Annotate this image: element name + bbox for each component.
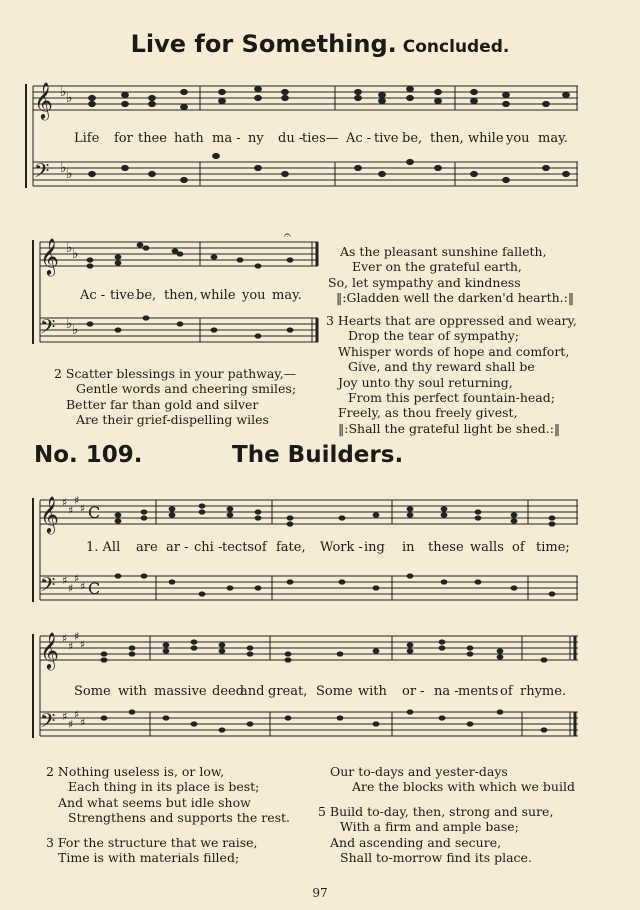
svg-text:𝄞: 𝄞 — [40, 237, 59, 275]
svg-text:♭: ♭ — [66, 90, 73, 106]
lyric-syllable: time; — [536, 540, 570, 555]
verse-line: From this perfect fountain-head; — [348, 390, 555, 406]
lyric-syllable: tive — [374, 131, 399, 146]
lyric-syllable: with — [118, 684, 147, 699]
verse-line: As the pleasant sunshine falleth, — [340, 244, 547, 259]
lyric-syllable: you — [242, 288, 266, 303]
lyric-syllable: for — [114, 131, 133, 146]
lyric-syllable: may. — [272, 288, 302, 303]
verse-2 — [54, 366, 296, 428]
verse-line: Are the blocks with which we build — [352, 779, 575, 795]
lyric-syllable: be, — [136, 288, 157, 303]
lyric-syllable: be, — [402, 131, 423, 146]
svg-text:𝄞: 𝄞 — [40, 631, 59, 669]
lyric-syllable: and — [240, 684, 265, 699]
verse-line: 3 Hearts that are oppressed and weary, — [326, 313, 577, 328]
lyric-syllable: these — [428, 540, 464, 555]
svg-text:♯: ♯ — [80, 716, 86, 729]
svg-text:♭: ♭ — [66, 240, 73, 256]
svg-text:𝄐: 𝄐 — [284, 228, 291, 242]
lyric-syllable: then, — [164, 288, 198, 303]
svg-text:𝄞: 𝄞 — [40, 495, 59, 533]
lyric-syllable: while — [200, 288, 236, 303]
verse-line: So, let sympathy and kindness — [328, 274, 521, 290]
hymn-title-text: Live for Something. — [130, 30, 397, 58]
lyric-syllable: ma - — [212, 131, 241, 146]
svg-text:♯: ♯ — [68, 640, 74, 653]
verse-line: Drop the tear of sympathy; — [348, 328, 520, 344]
svg-text:𝄢: 𝄢 — [40, 315, 56, 343]
svg-text:C: C — [88, 503, 101, 522]
hymn-subtitle: Concluded. — [402, 37, 510, 57]
svg-text:♯: ♯ — [74, 708, 80, 721]
svg-text:♯: ♯ — [74, 494, 80, 507]
hymn-number: No. 109. — [34, 442, 143, 468]
lyric-syllable: Some — [74, 684, 111, 699]
svg-text:♯: ♯ — [74, 572, 80, 585]
svg-text:𝄢: 𝄢 — [34, 159, 50, 187]
verse-line: And ascending and secure, — [330, 834, 502, 850]
verse-line: 2 Scatter blessings in your pathway,— — [54, 366, 297, 381]
lyric-syllable: great, — [268, 684, 308, 699]
lyric-syllable: of — [254, 540, 267, 555]
lyric-syllable: deed — [212, 684, 245, 699]
lyric-syllable: na - — [434, 684, 459, 699]
svg-text:♭: ♭ — [72, 246, 79, 262]
lyric-syllable: massive — [154, 684, 207, 699]
verse-line: Whisper words of hope and comfort, — [338, 343, 570, 359]
lyric-syllable: with — [358, 684, 387, 699]
hymn-title — [0, 30, 640, 58]
lyric-syllable: ny — [248, 131, 264, 146]
svg-text:♯: ♯ — [62, 632, 68, 645]
lyric-syllable: Work - — [320, 540, 363, 555]
lyric-syllable: ments — [458, 684, 499, 699]
verse-line: And what seems but idle show — [58, 794, 251, 810]
lyric-syllable: walls — [470, 540, 504, 555]
lyric-syllable: hath — [174, 131, 204, 146]
svg-text:♯: ♯ — [68, 582, 74, 595]
lyric-syllable: thee — [138, 131, 167, 146]
verse-line: Shall to-morrow find its place. — [340, 850, 532, 866]
svg-text:♯: ♯ — [80, 502, 86, 515]
page-number: 97 — [312, 886, 328, 900]
svg-text:♭: ♭ — [60, 84, 67, 100]
verse-1-ending — [328, 244, 575, 306]
builders-verse-4 — [330, 764, 575, 795]
svg-text:𝄞: 𝄞 — [34, 81, 53, 119]
verse-line: Each thing in its place is best; — [68, 779, 260, 795]
verse-line: 5 Build to-day, then, strong and sure, — [318, 804, 554, 819]
svg-text:♯: ♯ — [68, 504, 74, 517]
svg-text:♭: ♭ — [60, 160, 67, 176]
lyric-syllable: Life — [74, 131, 100, 146]
svg-text:♭: ♭ — [66, 316, 73, 332]
builders-verse-2 — [46, 764, 290, 826]
svg-text:♯: ♯ — [74, 630, 80, 643]
lyric-syllable: Some — [316, 684, 353, 699]
verse-line: Gentle words and cheering smiles; — [76, 381, 297, 397]
lyric-syllable: of — [512, 540, 525, 555]
lyric-syllable: ing — [364, 540, 385, 555]
verse-line: Ever on the grateful earth, — [352, 259, 522, 275]
verse-3 — [326, 313, 577, 436]
svg-text:♭: ♭ — [72, 322, 79, 338]
verse-line: Time is with materials filled; — [58, 850, 240, 866]
verse-line: With a firm and ample base; — [340, 819, 519, 835]
svg-text:♯: ♯ — [62, 710, 68, 723]
lyric-syllable: of — [500, 684, 513, 699]
svg-text:♯: ♯ — [62, 574, 68, 587]
verse-line: ‖:Gladden well the darken'd hearth.:‖ — [336, 290, 575, 306]
verse-line: 2 Nothing useless is, or low, — [46, 764, 225, 779]
verse-line: ‖:Shall the grateful light be shed.:‖ — [338, 420, 561, 436]
lyric-syllable: ar - — [166, 540, 189, 555]
lyric-syllable: in — [402, 540, 415, 555]
svg-text:𝄢: 𝄢 — [40, 709, 56, 737]
lyric-syllable: then, — [430, 131, 464, 146]
verse-line: Are their grief-dispelling wiles — [76, 412, 269, 428]
lyric-syllable: Ac - — [80, 288, 106, 303]
lyric-syllable: are — [136, 540, 158, 555]
music-system-3 — [0, 494, 640, 619]
verse-line: Freely, as thou freely givest, — [338, 405, 518, 421]
lyric-syllable: 1. All — [86, 540, 121, 555]
lyric-syllable: du - — [278, 131, 304, 146]
lyric-syllable: rhyme. — [520, 684, 567, 699]
svg-text:♯: ♯ — [68, 718, 74, 731]
lyric-syllable: tive — [110, 288, 135, 303]
builders-verse-5 — [318, 804, 553, 866]
lyric-syllable: ties— — [302, 131, 339, 146]
builders-verse-3 — [46, 835, 258, 866]
verse-line: Strengthens and supports the rest. — [68, 810, 291, 826]
verse-line: Joy unto thy soul returning, — [338, 374, 513, 390]
hymn-title-2: The Builders. — [232, 442, 404, 468]
lyric-syllable: may. — [538, 131, 568, 146]
lyric-syllable: tects — [222, 540, 255, 555]
verse-line: Give, and thy reward shall be — [348, 359, 535, 375]
lyric-syllable: chi - — [194, 540, 223, 555]
svg-text:C: C — [88, 579, 101, 598]
verse-line: 3 For the structure that we raise, — [46, 835, 258, 850]
svg-text:♯: ♯ — [80, 580, 86, 593]
lyric-syllable: while — [468, 131, 504, 146]
svg-text:♯: ♯ — [62, 496, 68, 509]
svg-text:♯: ♯ — [80, 638, 86, 651]
lyric-syllable: or - — [402, 684, 425, 699]
lyric-syllable: Ac - — [346, 131, 372, 146]
svg-text:♭: ♭ — [66, 166, 73, 182]
lyric-syllable: fate, — [276, 540, 306, 555]
svg-text:𝄢: 𝄢 — [40, 573, 56, 601]
verse-line: Our to-days and yester-days — [330, 764, 508, 779]
lyric-syllable: you — [506, 131, 530, 146]
verse-line: Better far than gold and silver — [66, 396, 259, 412]
